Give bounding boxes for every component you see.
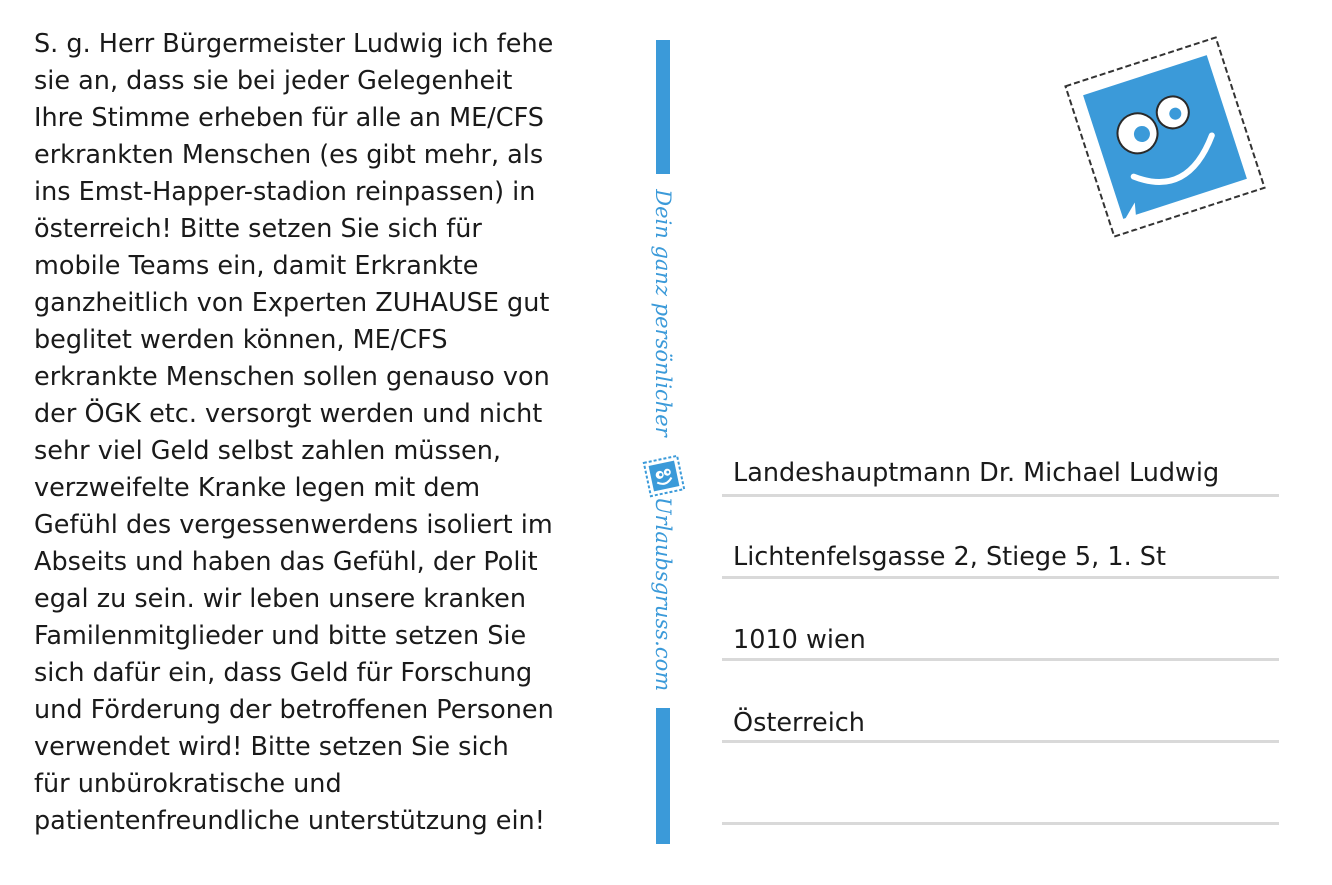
- message-line: erkrankte Menschen sollen genauso von: [34, 362, 550, 392]
- divider-tagline: Dein ganz persönlicher: [651, 189, 675, 437]
- message-line: Familenmitglieder und bitte setzen Sie: [34, 621, 527, 651]
- address-line-1: [722, 494, 1279, 497]
- message-line: sehr viel Geld selbst zahlen müssen,: [34, 436, 501, 466]
- message-line: und Förderung der betroffenen Personen: [34, 695, 554, 725]
- message-line: sie an, dass sie bei jeder Gelegenheit: [34, 66, 513, 96]
- postcard-message: [34, 26, 624, 840]
- address-country: Österreich: [733, 708, 865, 738]
- message-line: ganzheitlich von Experten ZUHAUSE gut: [34, 288, 550, 318]
- address-line-4: [722, 740, 1279, 743]
- address-line-3: [722, 658, 1279, 661]
- message-line: der ÖGK etc. versorgt werden und nicht: [34, 399, 543, 429]
- address-recipient: Landeshauptmann Dr. Michael Ludwig: [733, 458, 1220, 488]
- message-line: S. g. Herr Bürgermeister Ludwig ich fehe: [34, 29, 554, 59]
- divider-bar-bottom: [656, 708, 670, 844]
- message-line: egal zu sein. wir leben unsere kranken: [34, 584, 526, 614]
- divider-bar-top: [656, 40, 670, 174]
- message-line: verwendet wird! Bitte setzen Sie sich: [34, 732, 509, 762]
- message-line: sich dafür ein, dass Geld für Forschung: [34, 658, 533, 688]
- message-line: für unbürokratische und: [34, 769, 342, 799]
- address-line-5: [722, 822, 1279, 825]
- smiley-logo-icon: [640, 452, 688, 500]
- message-line: österreich! Bitte setzen Sie sich für: [34, 214, 482, 244]
- message-line: beglitet werden können, ME/CFS: [34, 325, 448, 355]
- address-street: Lichtenfelsgasse 2, Stiege 5, 1. St: [733, 542, 1166, 572]
- message-line: Gefühl des vergessenwerdens isoliert im: [34, 510, 553, 540]
- message-line: ins Emst-Happer-stadion reinpassen) in: [34, 177, 536, 207]
- message-line: Ihre Stimme erheben für alle an ME/CFS: [34, 103, 544, 133]
- address-city: 1010 wien: [733, 625, 866, 655]
- smiley-stamp-icon: [1058, 30, 1272, 244]
- message-line: mobile Teams ein, damit Erkrankte: [34, 251, 479, 281]
- message-line: patientenfreundliche unterstützung ein!: [34, 806, 545, 836]
- message-line: erkrankten Menschen (es gibt mehr, als: [34, 140, 544, 170]
- message-line: Abseits und haben das Gefühl, der Polit: [34, 547, 538, 577]
- address-line-2: [722, 576, 1279, 579]
- divider-website: Urlaubsgruss.com: [651, 496, 675, 692]
- message-line: verzweifelte Kranke legen mit dem: [34, 473, 481, 503]
